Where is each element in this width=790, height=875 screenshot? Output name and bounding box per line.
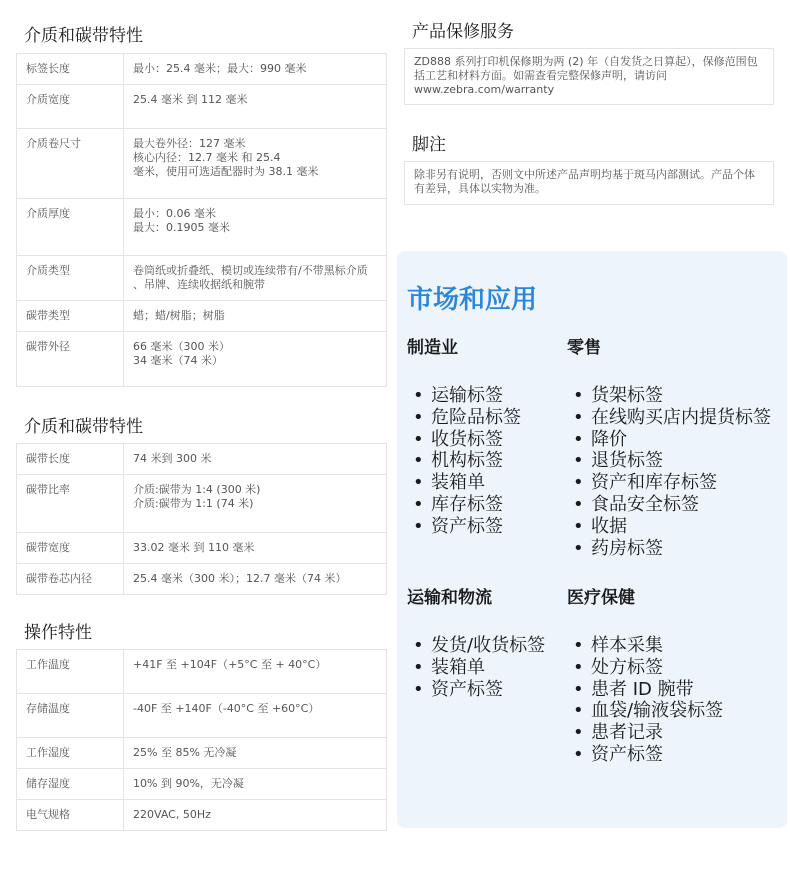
bullet-icon: • xyxy=(413,656,424,678)
table-row xyxy=(17,301,387,332)
list-item-label: 运输标签 xyxy=(431,385,503,406)
list-item-label: 资产和库存标签 xyxy=(591,472,717,494)
table-row xyxy=(17,475,387,533)
list-item xyxy=(567,516,782,538)
spec-value: 220VAC, 50Hz xyxy=(124,800,387,831)
bullet-icon: • xyxy=(573,406,584,428)
operating-spec-table xyxy=(16,649,387,831)
spec-key: 储存湿度 xyxy=(17,769,124,800)
spec-value: 25.4 毫米 到 112 毫米 xyxy=(124,85,387,129)
category-title: 医疗保健 xyxy=(567,588,635,608)
list-item xyxy=(567,744,782,766)
list-item-label: 在线购买店内提货标签 xyxy=(591,406,771,428)
category-title: 制造业 xyxy=(407,338,458,358)
table-row xyxy=(17,85,387,129)
spec-value: 介质:碳带为 1:4 (300 米) 介质:碳带为 1:1 (74 米) xyxy=(124,475,387,533)
table-row xyxy=(17,256,387,301)
bullet-icon: • xyxy=(413,678,424,700)
spec-value: 最小：25.4 毫米；最大：990 毫米 xyxy=(124,54,387,85)
bullet-icon: • xyxy=(573,656,584,678)
list-item-label: 血袋/输液袋标签 xyxy=(591,700,724,722)
spec-key: 工作温度 xyxy=(17,650,124,694)
markets-panel xyxy=(397,251,787,828)
spec-value: 66 毫米（300 米） 34 毫米（74 米） xyxy=(124,332,387,387)
markets-title: 市场和应用 xyxy=(407,285,538,315)
list-item-label: 患者 ID 腕带 xyxy=(591,678,694,700)
table-row xyxy=(17,650,387,694)
list-item-label: 食品安全标签 xyxy=(591,493,699,515)
category-title: 零售 xyxy=(567,338,601,358)
table-row xyxy=(17,533,387,564)
bullet-icon: • xyxy=(573,635,584,656)
bullet-icon: • xyxy=(573,428,584,450)
list-item xyxy=(567,407,782,429)
bullet-icon: • xyxy=(573,493,584,515)
spec-key: 介质宽度 xyxy=(17,85,124,129)
bullet-icon: • xyxy=(573,722,584,744)
section-title-footnote: 脚注 xyxy=(412,135,446,155)
bullet-icon: • xyxy=(413,515,424,537)
spec-key: 碳带长度 xyxy=(17,444,124,475)
list-item-label: 处方标签 xyxy=(591,656,663,678)
spec-value: +41F 至 +104F（+5°C 至 + 40°C） xyxy=(124,650,387,694)
spec-key: 介质类型 xyxy=(17,256,124,301)
table-row xyxy=(17,332,387,387)
category-list xyxy=(567,385,782,559)
list-item-label: 降价 xyxy=(591,428,627,450)
spec-key: 碳带比率 xyxy=(17,475,124,533)
section-title-warranty: 产品保修服务 xyxy=(412,22,514,42)
spec-value: 74 米到 300 米 xyxy=(124,444,387,475)
bullet-icon: • xyxy=(573,700,584,722)
media-ribbon-spec-table xyxy=(16,53,387,387)
list-item-label: 收货标签 xyxy=(431,428,503,450)
list-item-label: 资产标签 xyxy=(431,678,503,700)
list-item-label: 发货/收货标签 xyxy=(431,635,546,656)
list-item-label: 收据 xyxy=(591,515,627,537)
bullet-icon: • xyxy=(413,406,424,428)
list-item xyxy=(567,657,782,679)
list-item-label: 库存标签 xyxy=(431,493,503,515)
spec-value: 10% 到 90%，无冷凝 xyxy=(124,769,387,800)
spec-value: 最小：0.06 毫米 最大：0.1905 毫米 xyxy=(124,199,387,256)
spec-key: 电气规格 xyxy=(17,800,124,831)
spec-value: 卷筒纸或折叠纸、模切或连续带有/不带黑标介质 、吊牌、连续收据纸和腕带 xyxy=(124,256,387,301)
spec-value: 蜡；蜡/树脂；树脂 xyxy=(124,301,387,332)
list-item-label: 机构标签 xyxy=(431,450,503,472)
spec-key: 介质卷尺寸 xyxy=(17,129,124,199)
list-item-label: 退货标签 xyxy=(591,450,663,472)
spec-key: 碳带类型 xyxy=(17,301,124,332)
list-item-label: 药房标签 xyxy=(591,537,663,559)
spec-key: 标签长度 xyxy=(17,54,124,85)
table-row xyxy=(17,694,387,738)
list-item xyxy=(567,429,782,451)
list-item xyxy=(567,385,782,407)
bullet-icon: • xyxy=(413,428,424,450)
section-title-operating: 操作特性 xyxy=(24,623,92,643)
warranty-text: ZD888 系列打印机保修期为两 (2) 年（自发货之日算起），保修范围包括工艺和材料方面。如需查看完整保修声明，请访问 www.zebra.com/warranty xyxy=(404,48,774,105)
list-item xyxy=(567,635,782,657)
spec-value: 25.4 毫米（300 米）；12.7 毫米（74 米） xyxy=(124,564,387,595)
table-row xyxy=(17,444,387,475)
list-item-label: 危险品标签 xyxy=(431,406,521,428)
spec-key: 碳带宽度 xyxy=(17,533,124,564)
list-item-label: 资产标签 xyxy=(591,743,663,765)
ribbon-spec-table xyxy=(16,443,387,595)
category-list xyxy=(567,635,782,766)
list-item xyxy=(567,700,782,722)
list-item-label: 资产标签 xyxy=(431,515,503,537)
list-item xyxy=(567,538,782,560)
table-row xyxy=(17,769,387,800)
bullet-icon: • xyxy=(413,385,424,406)
spec-value: 25% 至 85% 无冷凝 xyxy=(124,738,387,769)
spec-value: -40F 至 +140F（-40°C 至 +60°C） xyxy=(124,694,387,738)
spec-value: 最大卷外径：127 毫米 核心内径：12.7 毫米 和 25.4 毫米，使用可选适配器时为 38.1 毫米 xyxy=(124,129,387,199)
list-item xyxy=(567,494,782,516)
bullet-icon: • xyxy=(413,472,424,494)
bullet-icon: • xyxy=(573,678,584,700)
list-item xyxy=(567,679,782,701)
list-item-label: 货架标签 xyxy=(591,385,663,406)
bullet-icon: • xyxy=(573,515,584,537)
list-item xyxy=(567,450,782,472)
bullet-icon: • xyxy=(413,635,424,656)
list-item-label: 样本采集 xyxy=(591,635,663,656)
spec-key: 碳带外径 xyxy=(17,332,124,387)
table-row xyxy=(17,800,387,831)
section-title-media-ribbon-2: 介质和碳带特性 xyxy=(24,417,143,437)
table-row xyxy=(17,564,387,595)
category-title: 运输和物流 xyxy=(407,588,492,608)
section-title-media-ribbon: 介质和碳带特性 xyxy=(24,26,143,46)
footnote-text: 除非另有说明，否则文中所述产品声明均基于斑马内部测试。产品个体有差异，具体以实物为准。 xyxy=(404,161,774,205)
bullet-icon: • xyxy=(573,472,584,494)
table-row xyxy=(17,738,387,769)
bullet-icon: • xyxy=(413,493,424,515)
table-row xyxy=(17,54,387,85)
table-row xyxy=(17,199,387,256)
spec-value: 33.02 毫米 到 110 毫米 xyxy=(124,533,387,564)
bullet-icon: • xyxy=(413,450,424,472)
spec-key: 工作湿度 xyxy=(17,738,124,769)
category-retail xyxy=(567,337,782,559)
bullet-icon: • xyxy=(573,743,584,765)
table-row xyxy=(17,129,387,199)
spec-key: 介质厚度 xyxy=(17,199,124,256)
list-item-label: 装箱单 xyxy=(431,656,485,678)
list-item-label: 装箱单 xyxy=(431,472,485,494)
list-item xyxy=(567,722,782,744)
spec-key: 存储温度 xyxy=(17,694,124,738)
bullet-icon: • xyxy=(573,450,584,472)
category-healthcare xyxy=(567,587,782,766)
spec-key: 碳带卷芯内径 xyxy=(17,564,124,595)
list-item xyxy=(567,472,782,494)
bullet-icon: • xyxy=(573,537,584,559)
list-item-label: 患者记录 xyxy=(591,722,663,744)
bullet-icon: • xyxy=(573,385,584,406)
